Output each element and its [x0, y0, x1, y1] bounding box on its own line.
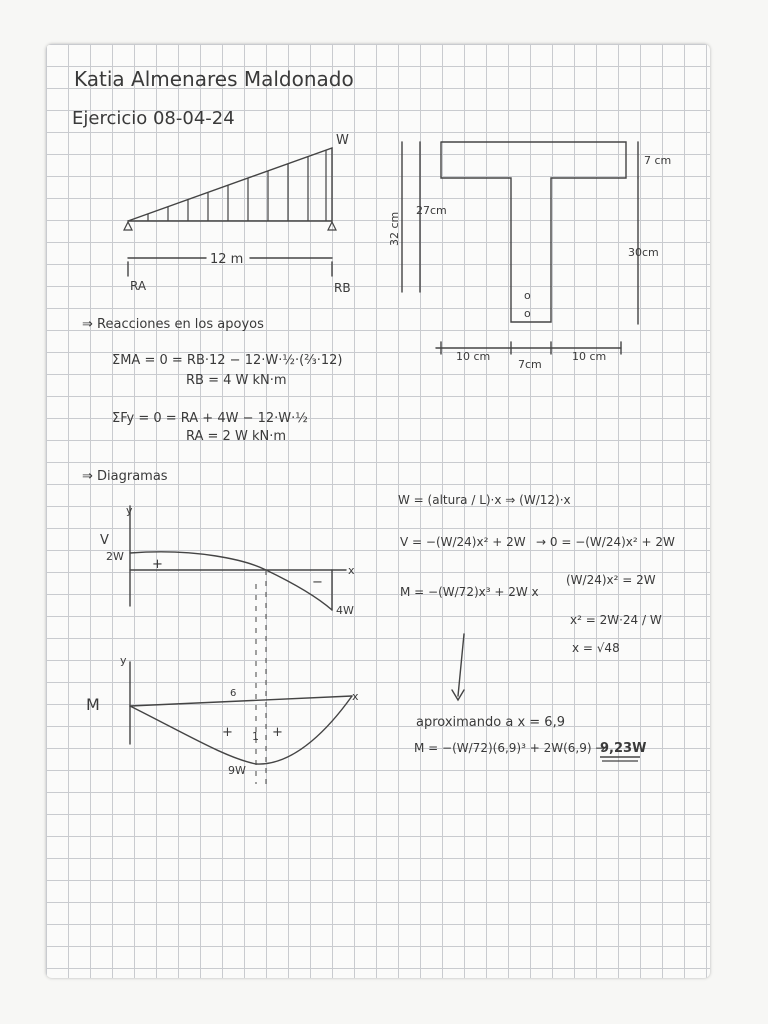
moment-axis-y: y [120, 654, 127, 667]
final-result: 9,23W [600, 741, 647, 756]
exercise-title: Ejercicio 08-04-24 [72, 108, 235, 129]
dim-10cm-right: 10 cm [572, 350, 607, 363]
load-label: W [336, 133, 349, 148]
moment-min-value: 9W [228, 764, 246, 777]
shear-diagram [100, 504, 355, 617]
support-b-icon [328, 222, 336, 230]
moment-diagram [86, 654, 359, 777]
moment-tick-6: 6 [230, 688, 237, 699]
dim-30cm: 30cm [628, 246, 659, 259]
reaction-a-label: RA [130, 279, 147, 293]
moment-plus-1: + [222, 725, 233, 740]
shear-function: V = −(W/24)x² + 2W [400, 535, 526, 549]
moment-equation: ΣMA = 0 = RB·12 − 12·W·½·(⅔·12) [112, 353, 343, 368]
shear-axis-v: V [100, 533, 109, 548]
reactions-heading: ⇒ Reacciones en los apoyos [82, 317, 264, 332]
shear-plus: + [152, 557, 163, 572]
dim-32cm: 32 cm [388, 211, 401, 246]
shear-axis-x: x [348, 564, 355, 577]
reaction-b-label: RB [334, 281, 351, 295]
moment-axis-m: M [86, 695, 100, 714]
moment-evaluation: M = −(W/72)(6,9)³ + 2W(6,9) → [414, 741, 606, 755]
arrow-down-icon [458, 634, 464, 696]
author-name: Katia Almenares Maldonado [74, 67, 354, 91]
ra-value: RA = 2 W kN·m [186, 429, 286, 444]
load-function: W = (altura / L)·x ⇒ (W/12)·x [398, 493, 571, 507]
t-section-diagram [388, 142, 671, 371]
solve-step-1: (W/24)x² = 2W [566, 573, 656, 587]
moment-divider: 1 [252, 730, 259, 743]
moment-axis-x: x [352, 690, 359, 703]
rb-value: RB = 4 W kN·m [186, 373, 287, 388]
load-arrows [148, 150, 326, 221]
approximation-note: aproximando a x = 6,9 [416, 715, 565, 730]
solve-step-3: x = √48 [572, 641, 620, 655]
shear-zero: → 0 = −(W/24)x² + 2W [536, 535, 675, 549]
handwritten-content [46, 44, 710, 978]
shear-end-value: 4W [336, 604, 354, 617]
section-mark-2: o [524, 307, 531, 320]
dim-7cm-bottom: 7cm [518, 358, 542, 371]
dim-7cm-top: 7 cm [644, 154, 672, 167]
force-equation: ΣFy = 0 = RA + 4W − 12·W·½ [112, 411, 308, 426]
shear-axis-y: y [126, 504, 133, 517]
shear-start-value: 2W [106, 550, 124, 563]
diagrams-heading: ⇒ Diagramas [82, 469, 168, 484]
span-label: 12 m [210, 252, 244, 267]
dim-10cm-left: 10 cm [456, 350, 491, 363]
shear-minus: − [312, 575, 323, 590]
moment-plus-2: + [272, 725, 283, 740]
support-a-icon [124, 222, 132, 230]
section-mark-1: o [524, 289, 531, 302]
moment-function: M = −(W/72)x³ + 2W x [400, 585, 539, 599]
beam-load-diagram [124, 133, 351, 295]
solve-step-2: x² = 2W·24 / W [570, 613, 662, 627]
notebook-page [46, 44, 710, 978]
dim-27cm: 27cm [416, 204, 447, 217]
